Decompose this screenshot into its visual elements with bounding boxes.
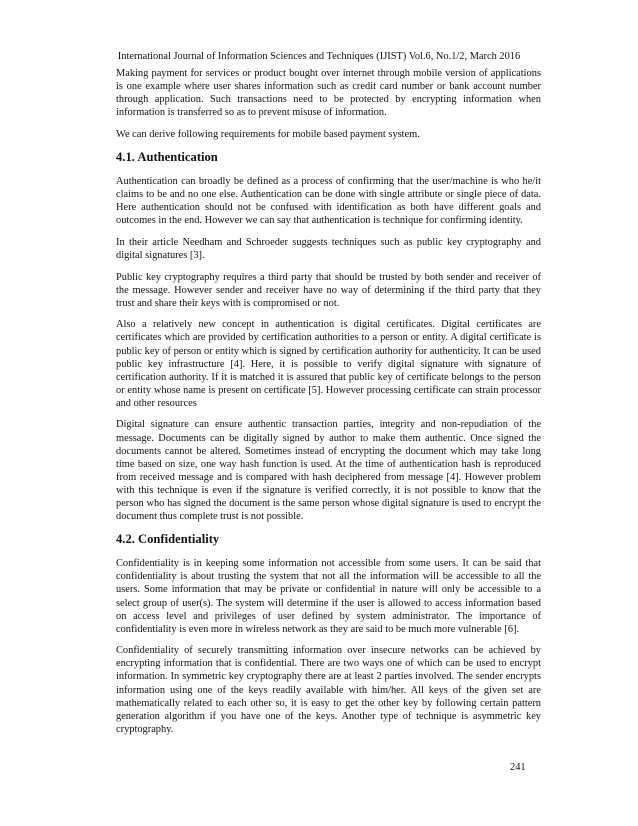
- confidentiality-paragraph-2: Confidentiality of securely transmitting information over insecure networks can be achieved by encrypting information that is confidential. There are two ways one of which can be used to encrypt information. In symmetric key cryptography there are at least 2 parties involved. The sender encrypts information using one of the keys readily available with him/her. All keys of the given set are mathematically related to each other so, it is easy to get the other key by following certain pattern generation algorithm if you have one of the keys. Another type of technique is asymmetric key cryptography.: [116, 645, 541, 735]
- authentication-paragraph-5: Digital signature can ensure authentic transaction parties, integrity and non-repudiation of the message. Documents can be digitally signed by author to make them authentic. Once signed the documents cannot be altered. Sometimes instead of encrypting the document which may take long time based on size, one way hash function is used. At the time of authentication hash is reproduced from received message and is compared with hash deciphered from message [4]. However problem with this technique is even if the signature is verified correctly, it is not possible to know that the person who has signed the document is the same person whose digital signature is used to encrypt the document thus complete trust is not possible.: [116, 419, 541, 523]
- body-content: [116, 67, 541, 744]
- page-number: 241: [510, 762, 526, 773]
- running-header: International Journal of Information Sciences and Techniques (IJIST) Vol.6, No.1/2, March 2016: [117, 51, 521, 62]
- authentication-paragraph-3: Public key cryptography requires a third party that should be trusted by both sender and receiver of the message. However sender and receiver have no way of determining if the third party that they trust and share their keys with is compromised or not.: [116, 271, 541, 309]
- intro-paragraph-1: Making payment for services or product bought over internet through mobile version of applications is one example where user shares information such as credit card number or bank account number through application. Such transactions need to be protected by encrypting information when information is transferred so as to prevent misuse of information.: [116, 68, 541, 119]
- authentication-paragraph-2: In their article Needham and Schroeder suggests techniques such as public key cryptography and digital signatures [3].: [116, 236, 541, 261]
- confidentiality-paragraph-1: Confidentiality is in keeping some information not accessible from some users. It can be said that confidentiality is about trusting the system that not all the information will be accessible to all the users. Some information that may be private or confidential in nature will only be accessible to a select group of user(s). The system will determine if the user is allowed to access information based on access level and privileges of user defined by system administrator. The importance of confidentiality is even more in wireless network as they are said to be much more vulnerable [6].: [116, 558, 541, 635]
- section-heading-confidentiality: 4.2. Confidentiality: [116, 532, 220, 547]
- authentication-paragraph-4: Also a relatively new concept in authentication is digital certificates. Digital certificates are certificates which are provided by certification authorities to a person or entity. A digital certificate is public key of person or entity which is signed by certification authority for authenticity. It can be used public key infrastructure [4]. Here, it is possible to verify digital signature with signature of certification authority. If it is matched it is assured that public key of certificate belongs to the person or entity whose name is present on certificate [5]. However processing certificate can strain processor and other resources: [116, 319, 541, 409]
- intro-paragraph-2: We can derive following requirements for mobile based payment system.: [116, 128, 420, 140]
- authentication-paragraph-1: Authentication can broadly be defined as a process of confirming that the user/machine is who he/it claims to be and no one else. Authentication can be done with single attribute or single piece of data. Here authentication should not be confused with identification as both have different goals and outcomes in the end. However we can say that authentication is technique for confirming identity.: [116, 175, 541, 227]
- section-heading-authentication: 4.1. Authentication: [116, 149, 218, 164]
